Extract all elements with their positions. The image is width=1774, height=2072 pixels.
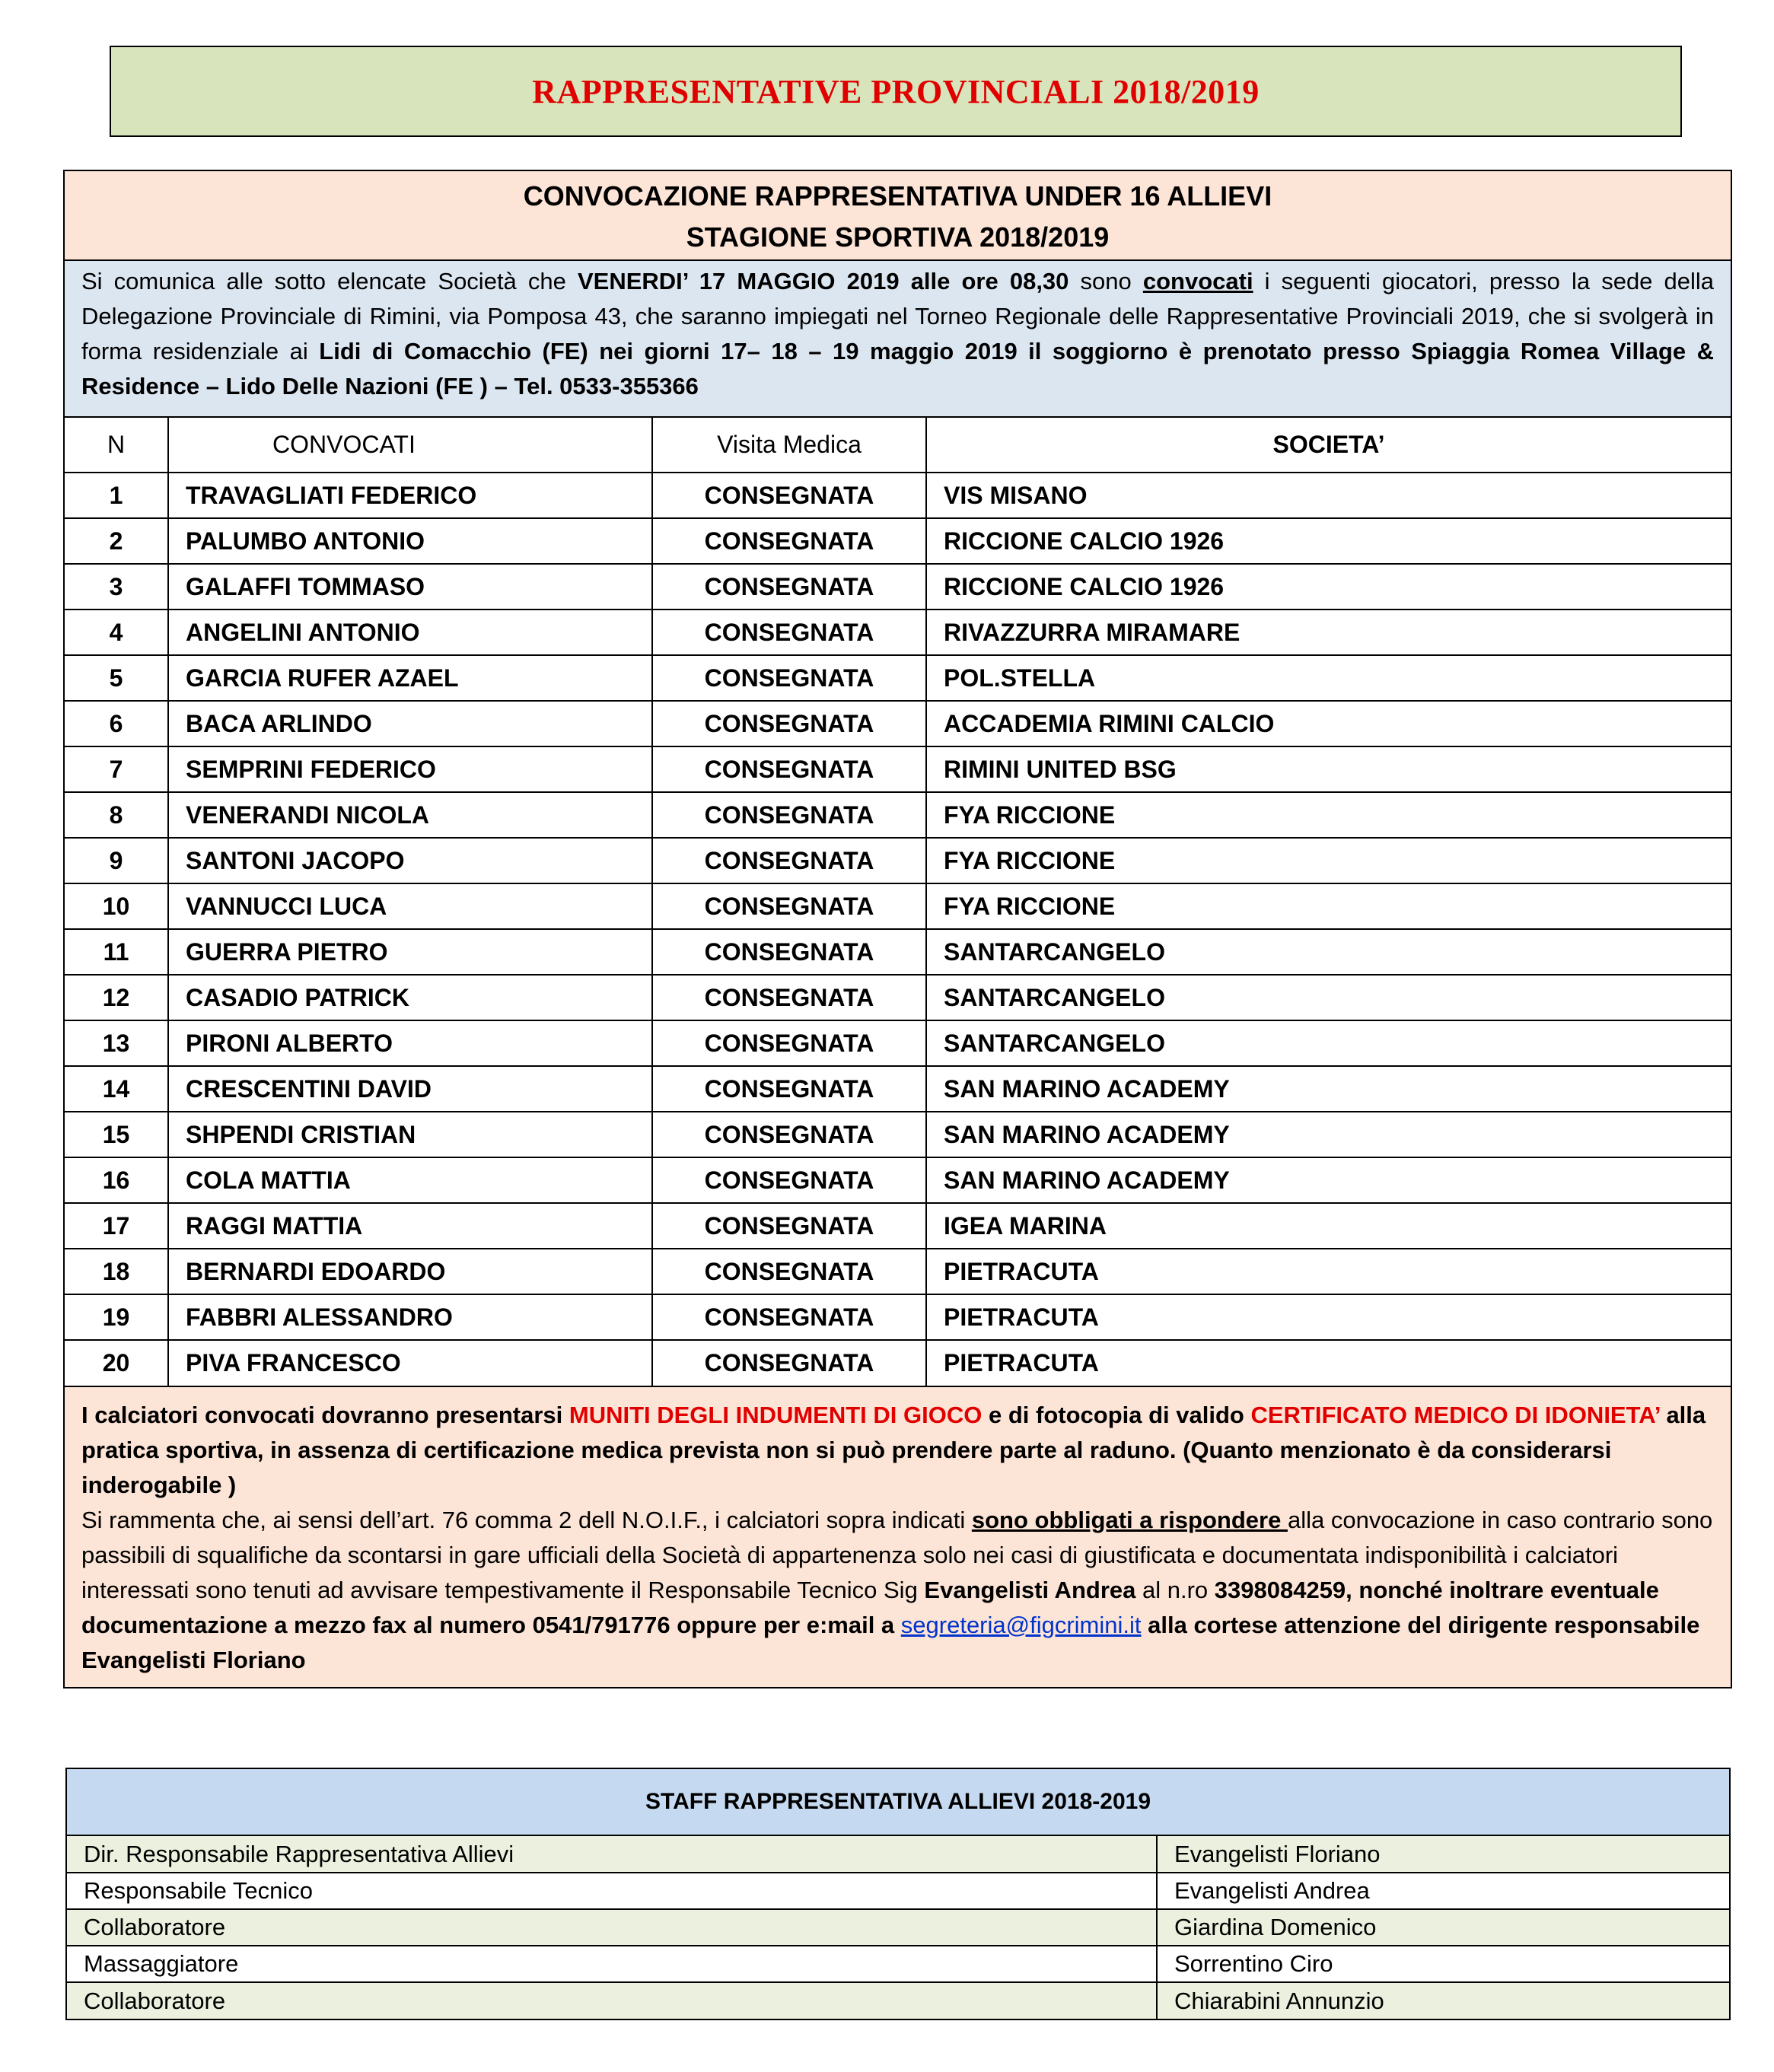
player-medical-visit: CONSEGNATA (652, 564, 926, 610)
player-medical-visit: CONSEGNATA (652, 1340, 926, 1386)
staff-member: Sorrentino Ciro (1157, 1946, 1729, 1982)
staff-member: Evangelisti Andrea (1157, 1873, 1729, 1909)
player-number: 10 (65, 883, 168, 929)
player-medical-visit: CONSEGNATA (652, 1112, 926, 1157)
player-name: VENERANDI NICOLA (168, 792, 652, 838)
convocation-header (65, 171, 1731, 261)
notes-equipment: MUNITI DEGLI INDUMENTI DI GIOCO (569, 1402, 983, 1428)
player-club: RIVAZZURRA MIRAMARE (926, 610, 1731, 655)
staff-role: Collaboratore (67, 1982, 1157, 2019)
intro-paragraph (65, 261, 1731, 418)
staff-panel (65, 1768, 1731, 2020)
staff-role: Dir. Responsabile Rappresentativa Allievi (67, 1836, 1157, 1873)
intro-text-3: i seguenti giocatori, presso la sede della Delegazione Provinciale di Rimini, via Pomposa 43, che saranno impiegati nel Torneo Regionale delle Rappresentative Provinciali 2019, che si svolgerà in forma residenziale ai (81, 268, 1715, 364)
player-medical-visit: CONSEGNATA (652, 1294, 926, 1340)
player-club: VIS MISANO (926, 473, 1731, 518)
staff-member: Chiarabini Annunzio (1157, 1982, 1729, 2019)
player-number: 17 (65, 1203, 168, 1249)
player-row (65, 1340, 1731, 1386)
player-medical-visit: CONSEGNATA (652, 1249, 926, 1294)
notes-certificate: CERTIFICATO MEDICO DI IDONIETA’ (1250, 1402, 1660, 1428)
intro-text-1: Si comunica alle sotto elencate Società che (81, 268, 578, 294)
notes-technical-manager: Evangelisti Andrea (924, 1577, 1136, 1603)
player-club: SANTARCANGELO (926, 1020, 1731, 1066)
player-number: 15 (65, 1112, 168, 1157)
notes-text-a5: alla pratica sportiva, in assenza di certificazione medica prevista non si può prendere parte al raduno. (Quanto menzionato è da considerarsi inderogabile ) (81, 1402, 1706, 1498)
player-name: PIRONI ALBERTO (168, 1020, 652, 1066)
player-row (65, 1294, 1731, 1340)
player-number: 16 (65, 1157, 168, 1203)
player-club: FYA RICCIONE (926, 838, 1731, 883)
player-medical-visit: CONSEGNATA (652, 1157, 926, 1203)
player-number: 11 (65, 929, 168, 975)
title-banner (110, 46, 1682, 137)
player-row (65, 975, 1731, 1020)
player-name: SHPENDI CRISTIAN (168, 1112, 652, 1157)
players-table-header (65, 418, 1731, 473)
staff-row (67, 1982, 1729, 2019)
player-number: 9 (65, 838, 168, 883)
player-number: 13 (65, 1020, 168, 1066)
player-medical-visit: CONSEGNATA (652, 655, 926, 701)
notes-text-b5: al n.ro (1135, 1577, 1215, 1603)
player-club: IGEA MARINA (926, 1203, 1731, 1249)
player-row (65, 518, 1731, 564)
player-row (65, 701, 1731, 746)
player-club: RIMINI UNITED BSG (926, 746, 1731, 792)
player-medical-visit: CONSEGNATA (652, 929, 926, 975)
player-medical-visit: CONSEGNATA (652, 975, 926, 1020)
players-table (65, 418, 1731, 1386)
player-row (65, 929, 1731, 975)
player-medical-visit: CONSEGNATA (652, 746, 926, 792)
staff-member: Giardina Domenico (1157, 1909, 1729, 1946)
player-name: GARCIA RUFER AZAEL (168, 655, 652, 701)
player-name: GUERRA PIETRO (168, 929, 652, 975)
player-number: 8 (65, 792, 168, 838)
player-name: BERNARDI EDOARDO (168, 1249, 652, 1294)
player-name: ANGELINI ANTONIO (168, 610, 652, 655)
player-medical-visit: CONSEGNATA (652, 838, 926, 883)
staff-role: Responsabile Tecnico (67, 1873, 1157, 1909)
player-club: PIETRACUTA (926, 1340, 1731, 1386)
player-name: FABBRI ALESSANDRO (168, 1294, 652, 1340)
player-row (65, 1066, 1731, 1112)
notes-text-b3: alla convocazione in caso contrario sono passibili di squalifiche da scontarsi in gare ufficiali della Società di appartenenza solo nei casi di giustificata e documentata indisponibilità i calciatori interessati sono tenuti ad avvisare tempestivamente il Responsabile Tecnico Sig (81, 1507, 1713, 1603)
player-medical-visit: CONSEGNATA (652, 610, 926, 655)
player-name: CASADIO PATRICK (168, 975, 652, 1020)
player-row (65, 746, 1731, 792)
player-number: 3 (65, 564, 168, 610)
notes-text-b1: Si rammenta che, ai sensi dell’art. 76 comma 2 dell N.O.I.F., i calciatori sopra indicati (81, 1507, 972, 1533)
player-medical-visit: CONSEGNATA (652, 518, 926, 564)
player-medical-visit: CONSEGNATA (652, 473, 926, 518)
notes-paragraph (65, 1386, 1731, 1687)
player-name: PIVA FRANCESCO (168, 1340, 652, 1386)
player-row (65, 1249, 1731, 1294)
notes-contacts: 3398084259, nonché inoltrare eventuale documentazione a mezzo fax al numero 0541/791776 oppure per e:mail a (81, 1577, 1659, 1638)
page-title: RAPPRESENTATIVE PROVINCIALI 2018/2019 (532, 72, 1260, 110)
intro-date: VENERDI’ 17 MAGGIO 2019 alle ore 08,30 (577, 268, 1069, 294)
staff-title: STAFF RAPPRESENTATIVA ALLIEVI 2018-2019 (67, 1769, 1729, 1836)
player-medical-visit: CONSEGNATA (652, 1203, 926, 1249)
player-row (65, 838, 1731, 883)
notes-obligation: sono obbligati a rispondere (971, 1507, 1288, 1533)
staff-role: Collaboratore (67, 1909, 1157, 1946)
convocation-panel (63, 170, 1732, 1688)
player-club: RICCIONE CALCIO 1926 (926, 564, 1731, 610)
player-club: SANTARCANGELO (926, 975, 1731, 1020)
player-name: SEMPRINI FEDERICO (168, 746, 652, 792)
player-name: RAGGI MATTIA (168, 1203, 652, 1249)
staff-row (67, 1909, 1729, 1946)
player-name: SANTONI JACOPO (168, 838, 652, 883)
player-row (65, 610, 1731, 655)
header-n: N (65, 418, 168, 473)
staff-role: Massaggiatore (67, 1946, 1157, 1982)
player-number: 2 (65, 518, 168, 564)
intro-location: Lidi di Comacchio (FE) nei giorni 17– 18 – 19 maggio 2019 il soggiorno è prenotato presso Spiaggia Romea Village & Residence – Lido Delle Nazioni (FE ) – Tel. 0533-355366 (81, 338, 1715, 399)
notes-text-b7: alla cortese attenzione del dirigente responsabile Evangelisti Floriano (81, 1612, 1700, 1673)
player-club: SAN MARINO ACADEMY (926, 1112, 1731, 1157)
player-number: 18 (65, 1249, 168, 1294)
player-club: SAN MARINO ACADEMY (926, 1157, 1731, 1203)
player-row (65, 473, 1731, 518)
player-name: TRAVAGLIATI FEDERICO (168, 473, 652, 518)
player-club: SAN MARINO ACADEMY (926, 1066, 1731, 1112)
player-club: RICCIONE CALCIO 1926 (926, 518, 1731, 564)
player-row (65, 655, 1731, 701)
player-row (65, 883, 1731, 929)
header-societa: SOCIETA’ (926, 418, 1731, 473)
convocation-title: CONVOCAZIONE RAPPRESENTATIVA UNDER 16 ALLIEVI (523, 180, 1272, 212)
player-name: CRESCENTINI DAVID (168, 1066, 652, 1112)
player-club: SANTARCANGELO (926, 929, 1731, 975)
player-row (65, 1112, 1731, 1157)
player-medical-visit: CONSEGNATA (652, 792, 926, 838)
staff-member: Evangelisti Floriano (1157, 1836, 1729, 1873)
player-row (65, 1020, 1731, 1066)
player-name: VANNUCCI LUCA (168, 883, 652, 929)
season-title: STAGIONE SPORTIVA 2018/2019 (686, 221, 1110, 253)
staff-row (67, 1946, 1729, 1982)
player-number: 1 (65, 473, 168, 518)
player-number: 4 (65, 610, 168, 655)
player-number: 7 (65, 746, 168, 792)
player-club: ACCADEMIA RIMINI CALCIO (926, 701, 1731, 746)
notes-text-a1: I calciatori convocati dovranno presentarsi (81, 1402, 569, 1428)
player-row (65, 792, 1731, 838)
player-medical-visit: CONSEGNATA (652, 883, 926, 929)
notes-text-a3: e di fotocopia di valido (982, 1402, 1251, 1428)
player-number: 12 (65, 975, 168, 1020)
player-name: BACA ARLINDO (168, 701, 652, 746)
player-club: PIETRACUTA (926, 1294, 1731, 1340)
player-name: GALAFFI TOMMASO (168, 564, 652, 610)
player-number: 6 (65, 701, 168, 746)
player-club: FYA RICCIONE (926, 883, 1731, 929)
header-convocati: CONVOCATI (168, 418, 652, 473)
header-visita-medica: Visita Medica (652, 418, 926, 473)
email-link[interactable]: segreteria@figcrimini.it (900, 1612, 1142, 1638)
player-row (65, 1157, 1731, 1203)
staff-row (67, 1873, 1729, 1909)
player-club: POL.STELLA (926, 655, 1731, 701)
player-number: 5 (65, 655, 168, 701)
player-number: 19 (65, 1294, 168, 1340)
player-row (65, 564, 1731, 610)
staff-row (67, 1836, 1729, 1873)
player-medical-visit: CONSEGNATA (652, 701, 926, 746)
intro-text-2: sono (1069, 268, 1143, 294)
player-club: PIETRACUTA (926, 1249, 1731, 1294)
staff-table (67, 1836, 1729, 2019)
player-medical-visit: CONSEGNATA (652, 1020, 926, 1066)
player-number: 20 (65, 1340, 168, 1386)
player-club: FYA RICCIONE (926, 792, 1731, 838)
player-number: 14 (65, 1066, 168, 1112)
player-row (65, 1203, 1731, 1249)
player-name: COLA MATTIA (168, 1157, 652, 1203)
player-medical-visit: CONSEGNATA (652, 1066, 926, 1112)
intro-convocati: convocati (1142, 268, 1253, 294)
player-name: PALUMBO ANTONIO (168, 518, 652, 564)
